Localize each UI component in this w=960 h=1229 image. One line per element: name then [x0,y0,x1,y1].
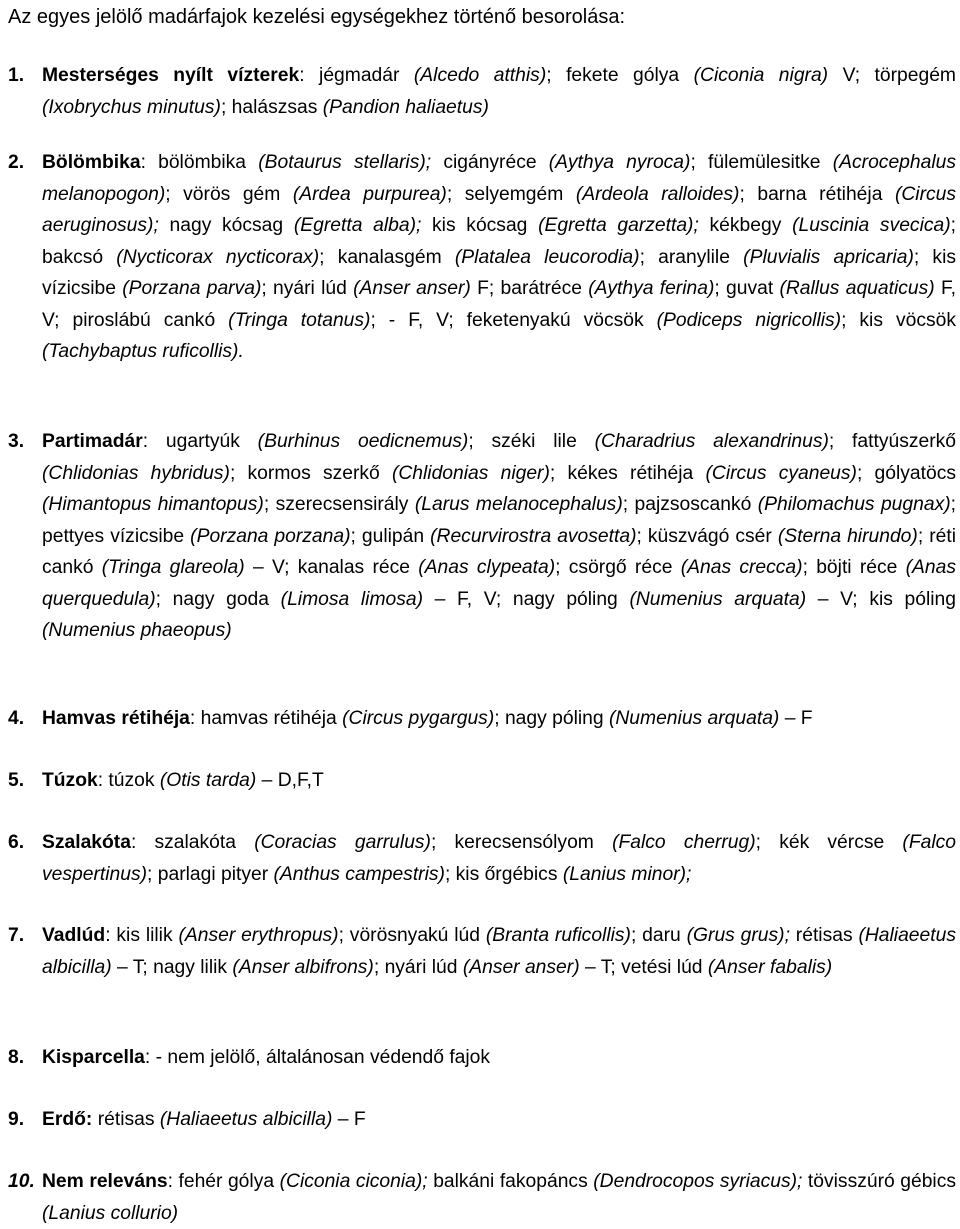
item-text-run: ; böjti réce [802,557,906,578]
item-label: Vadlúd [42,925,106,946]
item-text-run: ; parlagi pityer [147,863,274,885]
list-item [8,920,956,983]
item-text-run: kékbegy [698,215,793,236]
species-scientific-name: (Chlidonias hybridus) [42,462,230,484]
species-scientific-name: (Limosa limosa) [280,588,424,610]
item-text-run: ; kékes rétihéja [549,462,706,484]
item-text-run: ; csörgő réce [555,557,681,578]
item-text-run: ; barna rétihéja [739,183,895,205]
item-number: 4. [8,708,25,729]
item-text-run: ; aranylile [639,246,744,268]
species-scientific-name: (Pluvialis apricaria) [743,246,914,268]
item-label: Partimadár [42,431,143,452]
species-scientific-name: (Alcedo atthis) [413,65,547,86]
item-text-run: – F [779,708,813,729]
item-text-run: ; fattyúszerkő [828,431,956,452]
item-text-run: rétisas [92,1109,160,1130]
item-text-run: ; nagy goda [155,588,281,610]
item-label: Nem releváns [42,1171,168,1192]
item-number: 5. [8,770,25,791]
species-scientific-name: (Anthus campestris) [273,863,445,885]
species-scientific-name: (Circus aeruginosus); [42,183,956,236]
item-text-run: ; pettyes vízicsibe [42,494,956,547]
species-scientific-name: (Pandion haliaetus) [322,96,489,118]
species-scientific-name: (Anas clypeata) [418,557,556,578]
list-item [8,426,956,647]
item-text-run: ; guvat [714,278,780,299]
item-number: 3. [8,431,25,452]
item-text-run: kis kócsag [421,215,539,236]
list-item [8,1042,956,1074]
species-scientific-name: (Anser anser) [353,278,471,299]
item-body [42,1042,956,1074]
item-number: 6. [8,832,25,853]
species-scientific-name: (Acrocephalus melanopogon) [42,152,956,205]
item-text-run: – T; vetési lúd [579,956,708,978]
item-text-run: ; daru [630,925,687,946]
species-scientific-name: (Numenius arquata) [608,708,780,729]
species-scientific-name: (Numenius arquata) [629,588,807,610]
species-scientific-name: (Anas querquedula) [42,557,957,610]
item-body [42,426,956,647]
species-scientific-name: (Nycticorax nycticorax) [116,246,320,268]
item-text-run: : ugartyúk [142,431,258,452]
item-text-run: ; fülemülesitke [690,152,833,173]
list-item [8,147,956,368]
species-scientific-name: (Haliaeetus albicilla) [159,1109,333,1130]
item-text-run: : kis lilik [105,925,179,946]
item-text-run: ; gólyatöcs [856,462,956,484]
item-text-run: – V; kanalas réce [244,557,419,578]
item-number: 2. [8,152,25,173]
item-body [42,60,956,123]
item-text [98,770,324,791]
species-scientific-name: (Aythya nyroca) [548,152,691,173]
item-number: 10. [8,1171,35,1192]
item-text-run: balkáni fakopáncs [427,1171,594,1192]
species-scientific-name: (Dendrocopos syriacus); [593,1171,803,1192]
species-scientific-name: (Platalea leucorodia) [454,246,640,268]
item-text-run: ; halászsas [220,96,323,118]
species-scientific-name: (Ciconia ciconia); [279,1171,428,1192]
item-text [145,1047,490,1068]
item-label: Mesterséges nyílt vízterek [42,65,300,86]
item-text-run: – F [332,1109,366,1130]
item-label: Erdő: [42,1109,93,1130]
item-text-run: ; - F, V; feketenyakú vöcsök [370,309,657,331]
item-text-run: ; kis őrgébics [444,863,563,885]
item-text-run: ; kerecsensólyom [430,832,613,853]
species-scientific-name: (Lanius collurio) [42,1202,179,1224]
item-text-run: : bölömbika [140,152,259,173]
item-label: Kisparcella [42,1047,145,1068]
item-body [42,703,956,735]
item-number: 7. [8,925,25,946]
item-text-run: – T; nagy lilik [111,956,233,978]
item-text-run: F; barátréce [470,278,589,299]
species-scientific-name: (Luscinia svecica) [792,215,951,236]
item-text [42,832,956,885]
item-text [42,152,956,362]
item-text-run: – V; kis póling [806,588,956,610]
item-body [42,827,956,890]
item-text-run: ; kis vízicsibe [42,246,956,299]
item-text [190,708,813,729]
item-label: Hamvas rétihéja [42,708,190,729]
item-text-run: rétisas [789,925,859,946]
species-scientific-name: (Coracias garrulus) [254,832,431,853]
species-scientific-name: (Falco cherrug) [612,832,756,853]
item-body [42,147,956,368]
item-body [42,920,956,983]
species-scientific-name: (Ardeola ralloides) [575,183,740,205]
species-scientific-name: (Sterna hirundo) [777,525,918,547]
item-text-run: ; széki lile [468,431,595,452]
item-text-run: : fehér gólya [167,1171,280,1192]
item-number: 9. [8,1109,25,1130]
species-scientific-name: (Branta ruficollis) [485,925,631,946]
species-scientific-name: (Burhinus oedicnemus) [257,431,469,452]
item-text-run: : hamvas rétihéja [189,708,343,729]
item-text-run: : jégmadár [299,65,414,86]
species-scientific-name: (Recurvirostra avosetta) [430,525,637,547]
species-scientific-name: (Egretta garzetta); [538,215,699,236]
species-scientific-name: (Grus grus); [686,925,790,946]
item-text-run: ; vörösnyakú lúd [338,925,486,946]
item-text-run: ; kis vöcsök [841,309,956,331]
item-text [42,431,956,641]
species-scientific-name: (Porzana porzana) [190,525,351,547]
species-scientific-name: (Anser albifrons) [232,956,374,978]
species-scientific-name: (Rallus aquaticus) [779,278,935,299]
species-scientific-name: (Porzana parva) [122,278,262,299]
item-text [42,925,956,978]
item-text [92,1109,365,1130]
item-text-run: – D,F,T [256,770,324,791]
species-scientific-name: (Chlidonias niger) [391,462,550,484]
species-scientific-name: (Ciconia nigra) [693,65,829,86]
item-text-run: ; pajzsoscankó [622,494,758,515]
species-scientific-name: (Otis tarda) [159,770,257,791]
item-text-run: : szalakóta [130,832,255,853]
item-text-run: ; réti cankó [42,525,956,578]
species-scientific-name: (Anser fabalis) [707,956,833,978]
item-body [42,1166,956,1229]
species-scientific-name: (Circus pygargus) [342,708,495,729]
item-text-run: ; nyári lúd [261,278,354,299]
species-scientific-name: (Ixobrychus minutus) [42,96,221,118]
species-scientific-name: (Himantopus himantopus) [42,494,264,515]
item-text-run: : - nem jelölő, általánosan védendő fajok [144,1047,491,1068]
item-text-run: tövisszúró gébics [802,1171,956,1192]
item-text [42,1171,956,1224]
species-scientific-name: (Numenius phaeopus) [42,620,232,641]
item-body [42,1104,956,1136]
species-scientific-name: (Larus melanocephalus) [414,494,623,515]
species-scientific-name: (Egretta alba); [293,215,422,236]
species-scientific-name: (Anser anser) [462,956,580,978]
list-item [8,1166,956,1229]
item-text-run: ; kék vércse [755,832,903,853]
item-text-run: V; törpegém [828,65,956,86]
item-label: Szalakóta [42,832,131,853]
list-item [8,1104,956,1136]
list-item [8,827,956,890]
item-text-run: – F, V; nagy póling [423,588,630,610]
item-text-run: ; bakcsó [42,215,956,268]
item-text-run: ; nagy póling [494,708,609,729]
item-text-run: ; kanalasgém [319,246,455,268]
item-text-run: F, V; piroslábú cankó [42,278,956,331]
species-scientific-name: (Haliaeetus albicilla) [42,925,956,978]
species-scientific-name: (Falco vespertinus) [42,832,956,885]
species-scientific-name: (Aythya ferina) [588,278,715,299]
item-text-run: ; gulipán [350,525,431,547]
item-text-run: ; kormos szerkő [229,462,392,484]
item-text-run: ; szerecsensirály [263,494,415,515]
species-scientific-name: (Charadrius alexandrinus) [594,431,829,452]
species-scientific-name: (Tringa totanus) [228,309,371,331]
item-number: 8. [8,1047,25,1068]
document-title: Az egyes jelölő madárfajok kezelési egységekhez történő besorolása: [8,6,626,28]
list-item [8,703,956,735]
species-scientific-name: (Anser erythropus) [178,925,339,946]
species-scientific-name: (Podiceps nigricollis) [656,309,842,331]
item-text-run: cigányréce [431,152,549,173]
item-label: Bölömbika [42,152,141,173]
list-item [8,765,956,797]
list-item [8,60,956,123]
species-scientific-name: (Philomachus pugnax) [757,494,951,515]
item-number: 1. [8,65,25,86]
species-scientific-name: (Botaurus stellaris); [258,152,432,173]
species-scientific-name: (Ardea purpurea) [292,183,447,205]
species-scientific-name: (Tachybaptus ruficollis). [42,341,244,362]
species-scientific-name: (Anas crecca) [680,557,803,578]
item-text-run: ; küszvágó csér [636,525,778,547]
item-text-run: ; selyemgém [446,183,576,205]
item-text-run: ; nyári lúd [373,956,463,978]
item-text-run: : túzok [97,770,160,791]
item-body [42,765,956,797]
species-scientific-name: (Circus cyaneus) [705,462,857,484]
item-label: Túzok [42,770,98,791]
item-text-run: ; vörös gém [165,183,293,205]
species-scientific-name: (Tringa glareola) [101,557,245,578]
item-text-run: nagy kócsag [158,215,294,236]
species-scientific-name: (Lanius minor); [562,863,692,885]
item-text-run: ; fekete gólya [546,65,694,86]
